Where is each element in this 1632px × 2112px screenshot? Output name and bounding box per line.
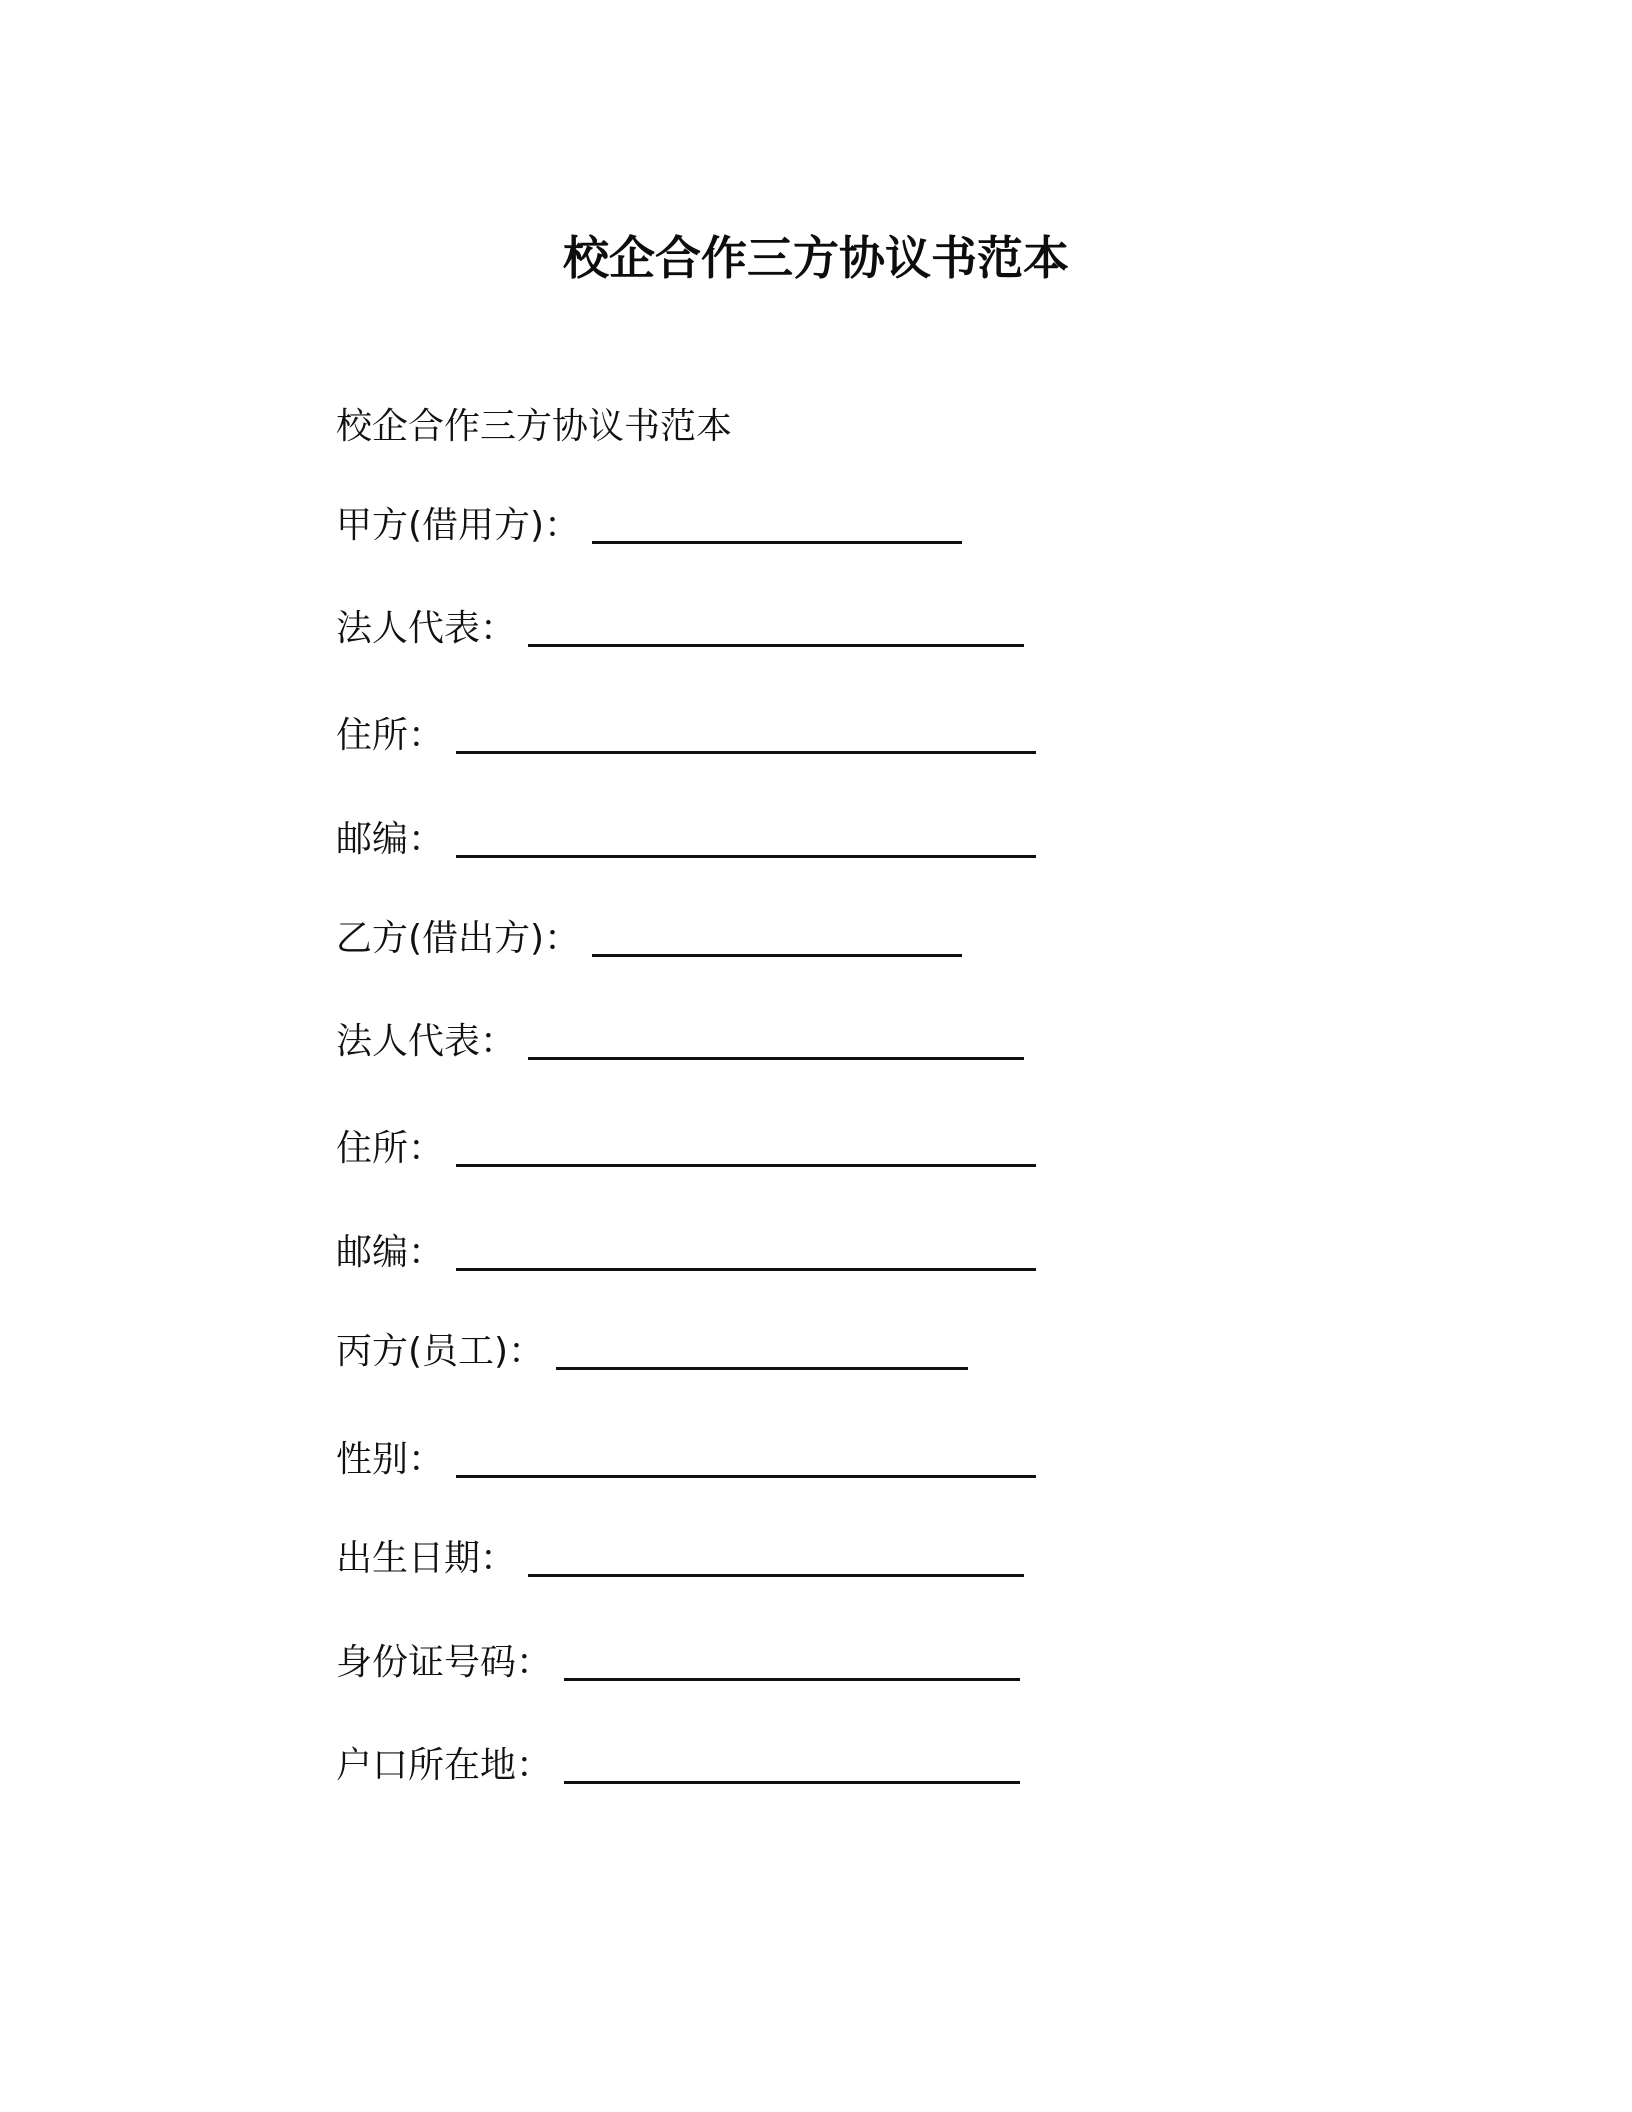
field-label: 户口所在地： — [336, 1745, 553, 1786]
field-party-b-legal-rep — [336, 1016, 1024, 1064]
field-label: 身份证号码： — [336, 1642, 553, 1683]
field-label: 性别： — [336, 1439, 445, 1480]
field-label: 出生日期： — [336, 1538, 517, 1579]
field-party-b-address — [336, 1123, 1036, 1171]
fill-in-blank[interactable] — [592, 503, 962, 544]
field-party-a-postcode — [336, 814, 1036, 862]
fill-in-blank[interactable] — [592, 916, 962, 957]
field-label: 法人代表： — [336, 608, 517, 649]
field-label: 法人代表： — [336, 1021, 517, 1062]
field-birth-date — [336, 1533, 1024, 1581]
field-party-a — [336, 500, 962, 548]
fill-in-blank[interactable] — [456, 1230, 1036, 1271]
field-gender — [336, 1434, 1036, 1482]
fill-in-blank[interactable] — [456, 1437, 1036, 1478]
field-party-c — [336, 1326, 968, 1374]
field-household-registration — [336, 1740, 1020, 1788]
field-label: 甲方(借用方)： — [336, 505, 581, 546]
fill-in-blank[interactable] — [528, 1536, 1024, 1577]
fill-in-blank[interactable] — [528, 1019, 1024, 1060]
fill-in-blank[interactable] — [564, 1743, 1020, 1784]
field-label: 住所： — [336, 1128, 445, 1169]
field-party-b-postcode — [336, 1227, 1036, 1275]
document-subtitle: 校企合作三方协议书范本 — [336, 406, 733, 447]
field-label: 丙方(员工)： — [336, 1331, 545, 1372]
fill-in-blank[interactable] — [556, 1329, 968, 1370]
field-party-a-address — [336, 710, 1036, 758]
field-label: 邮编： — [336, 819, 445, 860]
field-label: 住所： — [336, 715, 445, 756]
document-title: 校企合作三方协议书范本 — [563, 231, 1069, 285]
fill-in-blank[interactable] — [456, 1126, 1036, 1167]
fill-in-blank[interactable] — [564, 1640, 1020, 1681]
field-label: 邮编： — [336, 1232, 445, 1273]
field-party-b — [336, 913, 962, 961]
fill-in-blank[interactable] — [456, 713, 1036, 754]
field-label: 乙方(借出方)： — [336, 918, 581, 959]
fill-in-blank[interactable] — [528, 606, 1024, 647]
field-party-a-legal-rep — [336, 603, 1024, 651]
field-id-number — [336, 1637, 1020, 1685]
fill-in-blank[interactable] — [456, 817, 1036, 858]
